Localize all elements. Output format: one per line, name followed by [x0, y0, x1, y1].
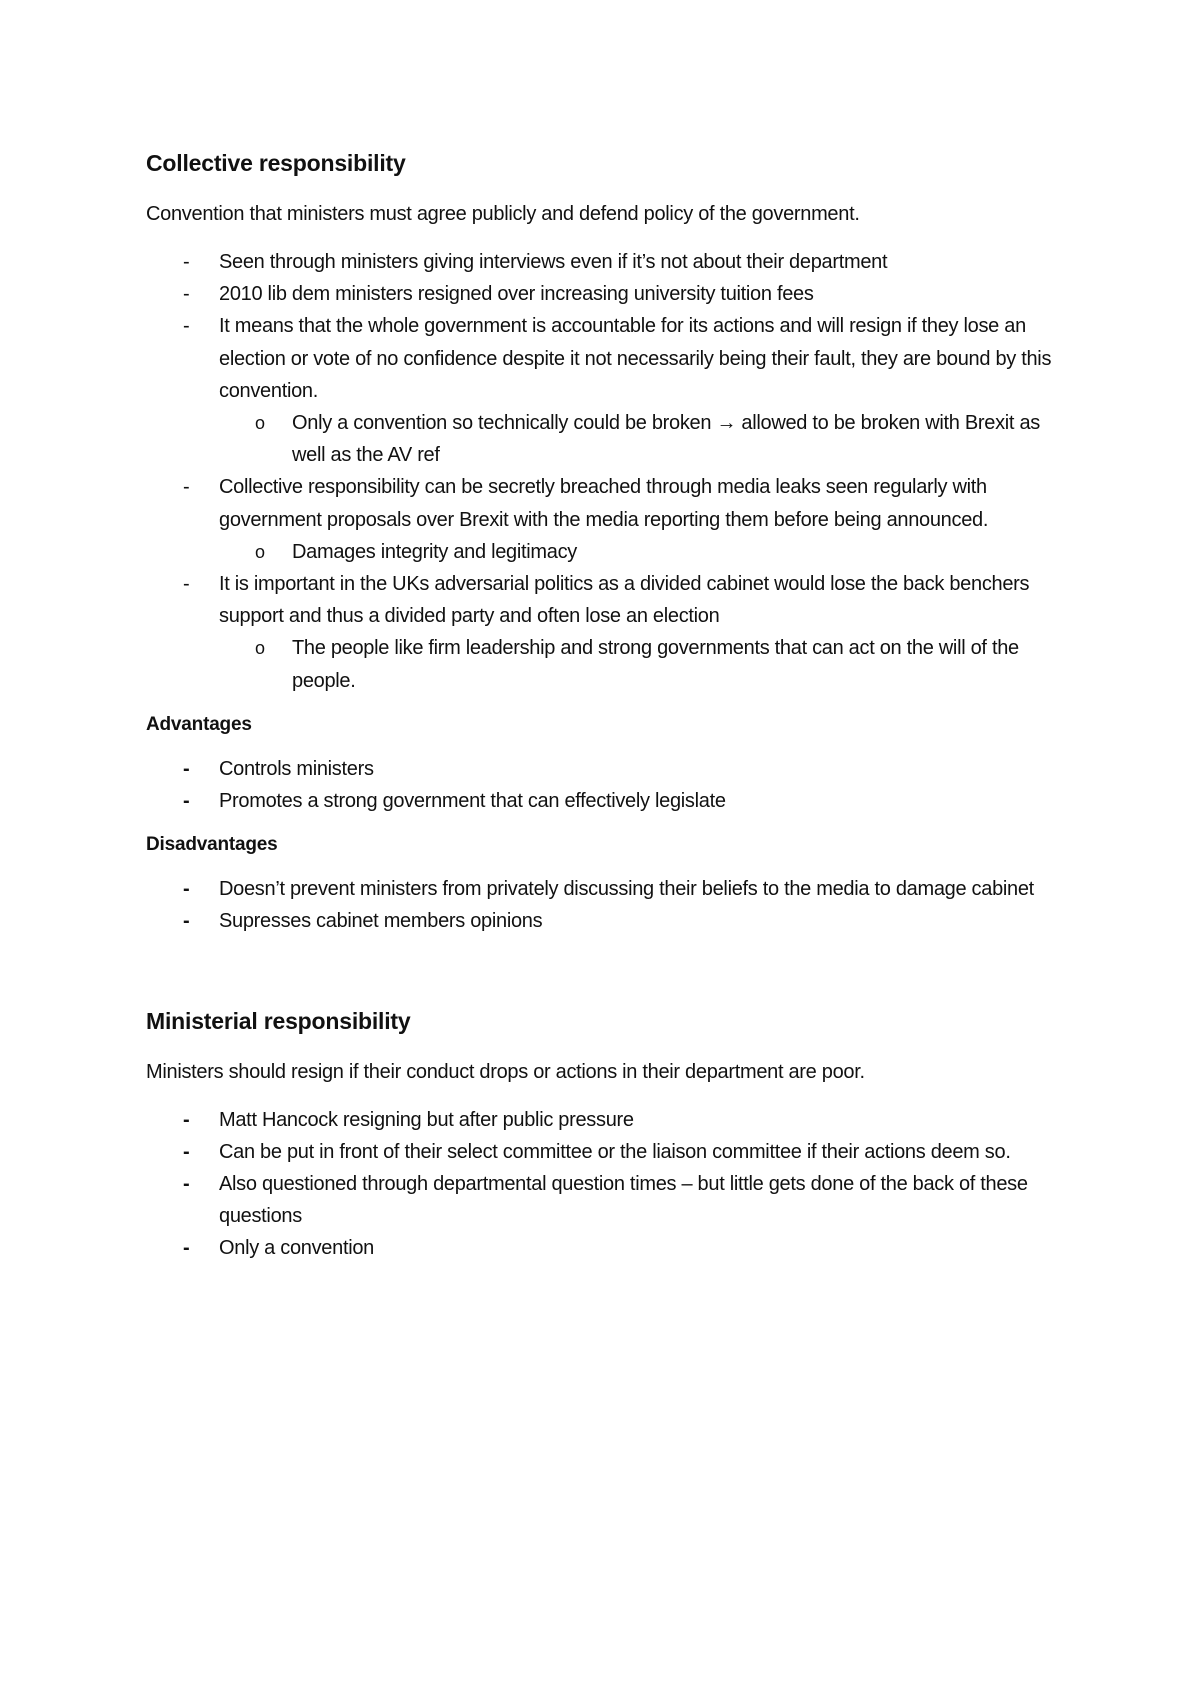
- dash-marker: -: [183, 283, 190, 306]
- list-item-text: Collective responsibility can be secretly breached through media leaks seen regularly with government proposals over Brexit with the media reporting them before being announced.: [219, 476, 989, 531]
- collective-bullet-list: [146, 246, 1066, 697]
- list-item-text: It is important in the UKs adversarial politics as a divided cabinet would lose the back benchers support and thus a divided party and often lose an election: [219, 573, 1030, 628]
- list-item: [146, 785, 1066, 817]
- disadvantages-list: [146, 873, 1066, 937]
- sub-list-item: [219, 407, 1066, 471]
- list-item-text: Also questioned through departmental question times – but little gets done of the back of these questions: [219, 1173, 1028, 1228]
- circle-marker: o: [255, 638, 265, 659]
- heading-ministerial-responsibility: Ministerial responsibility: [146, 1007, 411, 1034]
- collective-intro: Convention that ministers must agree publicly and defend policy of the government.: [146, 203, 860, 225]
- sub-bullet-list: [219, 407, 1066, 471]
- list-item: [146, 1168, 1066, 1232]
- section-spacer: [146, 948, 1066, 1004]
- dash-marker: -: [183, 757, 190, 780]
- list-item-text: Doesn’t prevent ministers from privately discussing their beliefs to the media to damage cabinet: [219, 878, 1034, 901]
- list-item: [146, 246, 1066, 278]
- list-item: [146, 568, 1066, 697]
- heading-advantages: Advantages: [146, 713, 252, 735]
- sub-bullet-list: [219, 632, 1066, 696]
- dash-marker: -: [183, 573, 190, 596]
- circle-marker: o: [255, 541, 265, 562]
- sub-bullet-list: [219, 536, 1066, 568]
- list-item: [146, 905, 1066, 937]
- list-item-text: Promotes a strong government that can effectively legislate: [219, 790, 726, 813]
- list-item: [146, 1104, 1066, 1136]
- sub-list-item-text: Damages integrity and legitimacy: [292, 540, 577, 563]
- list-item: [146, 1232, 1066, 1264]
- dash-marker: -: [183, 315, 190, 338]
- list-item: [146, 873, 1066, 905]
- list-item-text: 2010 lib dem ministers resigned over increasing university tuition fees: [219, 283, 814, 306]
- sub-list-item: [219, 632, 1066, 696]
- list-item-text: Seen through ministers giving interviews even if it’s not about their department: [219, 251, 888, 273]
- dash-marker: -: [183, 910, 190, 933]
- dash-marker: -: [183, 1173, 190, 1196]
- list-item-text: Can be put in front of their select committee or the liaison committee if their actions deem so.: [219, 1140, 1011, 1163]
- dash-marker: -: [183, 790, 190, 813]
- list-item-text: Controls ministers: [219, 757, 374, 780]
- dash-marker: -: [183, 476, 190, 499]
- dash-marker: -: [183, 1237, 190, 1260]
- heading-collective-responsibility: Collective responsibility: [146, 150, 406, 176]
- dash-marker: -: [183, 878, 190, 901]
- list-item: [146, 1136, 1066, 1168]
- list-item-text: Matt Hancock resigning but after public pressure: [219, 1108, 634, 1131]
- list-item-text: It means that the whole government is accountable for its actions and will resign if they lose an election or vote of no confidence despite it not necessarily being their fault, they are bound by this convention.: [219, 315, 1052, 402]
- document-content: [146, 146, 1066, 1275]
- circle-marker: o: [255, 413, 265, 434]
- heading-disadvantages: Disadvantages: [146, 834, 278, 856]
- ministerial-bullet-list: [146, 1104, 1066, 1265]
- dash-marker: -: [183, 1140, 190, 1163]
- sub-list-item-text: The people like firm leadership and strong governments that can act on the will of the people.: [292, 637, 1019, 692]
- advantages-list: [146, 753, 1066, 817]
- list-item: [146, 753, 1066, 785]
- list-item: [146, 278, 1066, 310]
- dash-marker: -: [183, 251, 190, 273]
- ministerial-intro: Ministers should resign if their conduct drops or actions in their department are poor.: [146, 1060, 865, 1083]
- sub-list-item-text: Only a convention so technically could be broken → allowed to be broken with Brexit as well as the AV ref: [292, 412, 1040, 467]
- sub-list-item: [219, 536, 1066, 568]
- list-item-text: Only a convention: [219, 1237, 374, 1260]
- list-item-text: Supresses cabinet members opinions: [219, 910, 543, 933]
- list-item: [146, 471, 1066, 568]
- dash-marker: -: [183, 1108, 190, 1131]
- list-item: [146, 310, 1066, 471]
